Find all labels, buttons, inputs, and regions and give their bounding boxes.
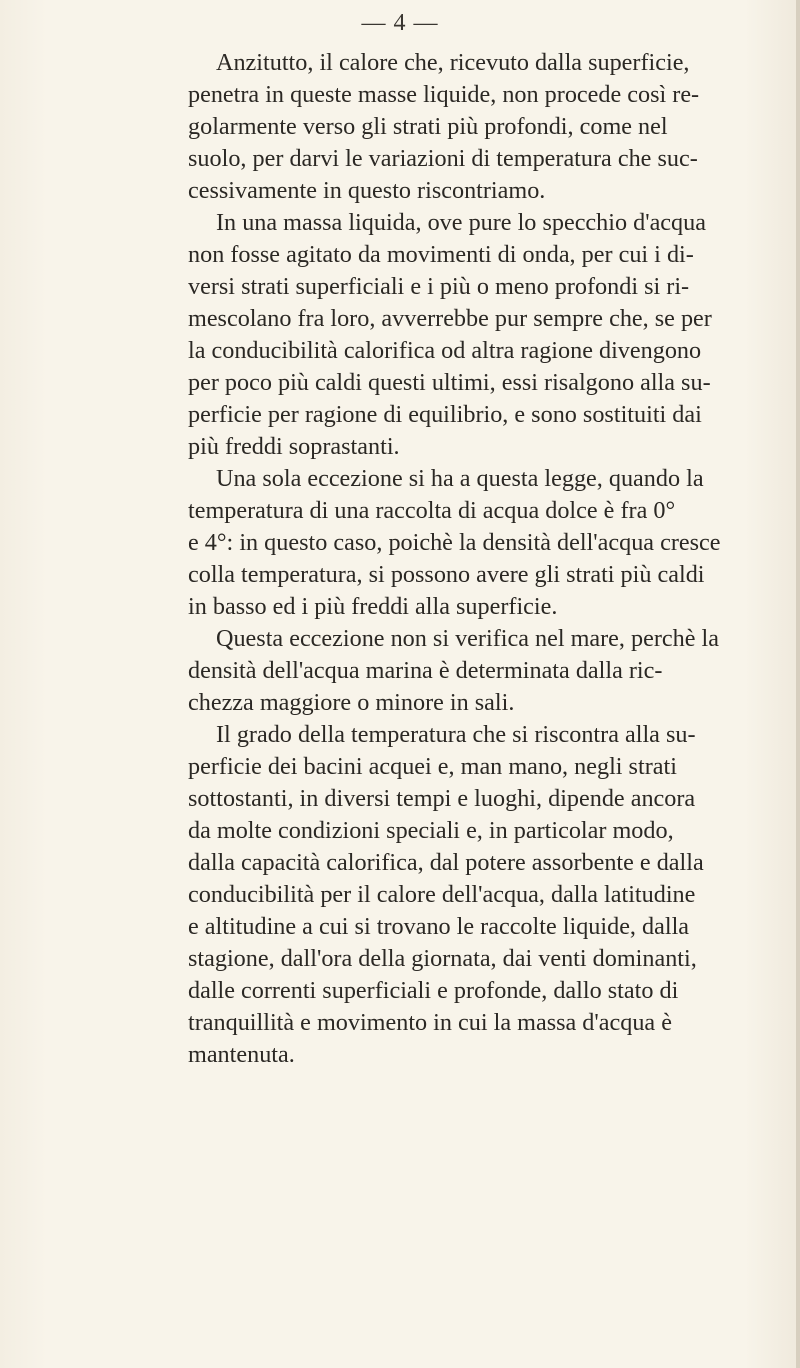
text-line: più freddi soprastanti. (188, 433, 400, 460)
text-line: sottostanti, in diversi tempi e luoghi, dipende ancora (188, 785, 696, 812)
text-line: chezza maggiore o minore in sali. (188, 689, 515, 716)
text-line: Il grado della temperatura che si riscontra alla su- (216, 721, 696, 748)
text-line: da molte condizioni speciali e, in particolar modo, (188, 817, 674, 844)
body-text (188, 47, 721, 1071)
text-line: In una massa liquida, ove pure lo specchio d'acqua (216, 209, 706, 236)
text-line: dalla capacità calorifica, dal potere assorbente e dalla (188, 849, 704, 876)
text-line: densità dell'acqua marina è determinata dalla ric- (188, 657, 663, 684)
text-line: temperatura di una raccolta di acqua dolce è fra 0° (188, 497, 676, 524)
text-line: versi strati superficiali e i più o meno profondi si ri- (188, 273, 690, 300)
text-line: Una sola eccezione si ha a questa legge, quando la (216, 465, 704, 492)
text-line: Anzitutto, il calore che, ricevuto dalla superficie, (216, 49, 690, 76)
text-line: Questa eccezione non si verifica nel mare, perchè la (216, 625, 719, 652)
text-line: penetra in queste masse liquide, non procede così re- (188, 81, 700, 108)
text-line: in basso ed i più freddi alla superficie. (188, 593, 558, 620)
text-line: golarmente verso gli strati più profondi, come nel (188, 113, 668, 140)
text-line: dalle correnti superficiali e profonde, dallo stato di (188, 977, 679, 1004)
text-line: cessivamente in questo riscontriamo. (188, 177, 546, 204)
text-line: conducibilità per il calore dell'acqua, dalla latitudine (188, 881, 696, 908)
text-line: suolo, per darvi le variazioni di temperatura che suc- (188, 145, 698, 172)
text-line: perficie per ragione di equilibrio, e sono sostituiti dai (188, 401, 702, 428)
text-line: e 4°: in questo caso, poichè la densità dell'acqua cresce (188, 529, 721, 556)
text-line: colla temperatura, si possono avere gli strati più caldi (188, 561, 705, 588)
text-line: mantenuta. (188, 1041, 295, 1068)
text-line: per poco più caldi questi ultimi, essi risalgono alla su- (188, 369, 711, 396)
text-line: tranquillità e movimento in cui la massa d'acqua è (188, 1009, 672, 1036)
page-number: — 4 — (361, 10, 439, 36)
text-line: mescolano fra loro, avverrebbe pur sempre che, se per (188, 305, 712, 332)
text-line: perficie dei bacini acquei e, man mano, negli strati (188, 753, 677, 780)
text-line: non fosse agitato da movimenti di onda, per cui i di- (188, 241, 694, 268)
text-line: e altitudine a cui si trovano le raccolte liquide, dalla (188, 913, 690, 940)
text-line: la conducibilità calorifica od altra ragione divengono (188, 337, 702, 364)
text-line: stagione, dall'ora della giornata, dai venti dominanti, (188, 945, 697, 972)
page-edge (796, 0, 800, 1368)
